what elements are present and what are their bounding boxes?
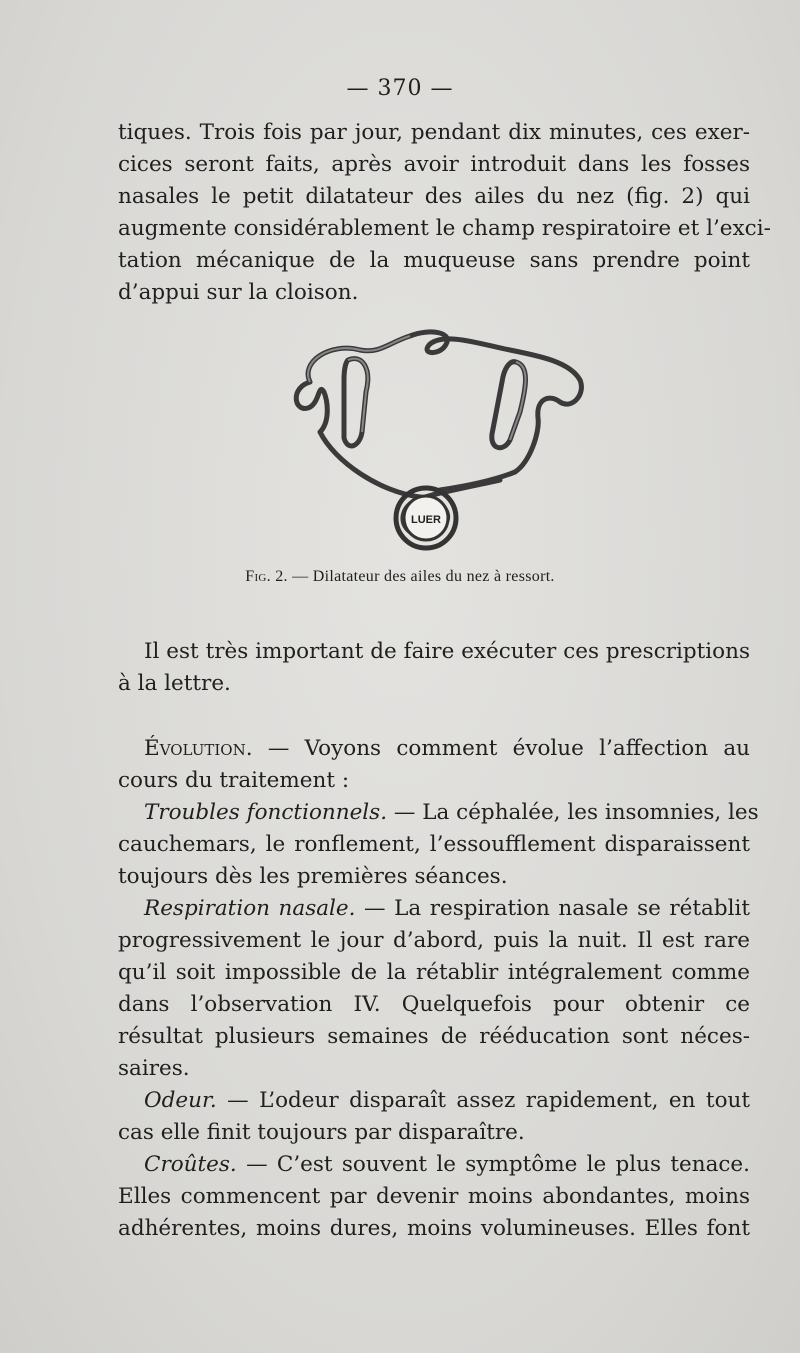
text-line: qu’il soit impossible de la rétablir intégralement comme: [118, 960, 750, 985]
text-line: cas elle finit toujours par disparaître.: [118, 1120, 525, 1145]
text-line: [118, 1149, 750, 1181]
text-line: nasales le petit dilatateur des ailes du nez (fig. 2) qui: [118, 184, 750, 209]
text-line: toujours dès les premières séances.: [118, 864, 508, 889]
text-run: — La céphalée, les insomnies, les: [387, 800, 759, 825]
paragraph-prescription: [118, 117, 771, 309]
nasal-dilator-illustration: [280, 322, 590, 557]
text-line: Il est très important de faire exécuter ces prescriptions: [144, 639, 750, 664]
subheading-croutes: Croûtes.: [144, 1152, 237, 1177]
maker-stamp-text: LUER: [411, 514, 441, 526]
text-line: saires.: [118, 1056, 190, 1081]
text-line: adhérentes, moins dures, moins volumineuses. Elles font: [118, 1216, 750, 1241]
text-line: cauchemars, le ronflement, l’essoufflement disparaissent: [118, 832, 750, 857]
text-line: tiques. Trois fois par jour, pendant dix minutes, ces exer-: [118, 120, 750, 145]
paragraph-important: [118, 636, 750, 700]
text-run: — Voyons comment évolue l’affection au: [252, 736, 750, 761]
text-line: [118, 893, 750, 925]
text-line: d’appui sur la cloison.: [118, 280, 359, 305]
text-line: résultat plusieurs semaines de rééducation sont néces-: [118, 1024, 750, 1049]
text-line: cices seront faits, après avoir introduit dans les fosses: [118, 152, 750, 177]
text-line: [118, 733, 750, 765]
subheading-odeur: Odeur.: [144, 1088, 217, 1113]
section-heading: Évolution.: [144, 736, 253, 761]
text-line: [118, 797, 759, 829]
text-line: tation mécanique de la muqueuse sans prendre point: [118, 248, 750, 273]
text-line: à la lettre.: [118, 671, 231, 696]
figure-caption: [0, 568, 800, 586]
subheading-respiration: Respiration nasale.: [144, 896, 356, 921]
text-line: cours du traitement :: [118, 768, 350, 793]
page-number: — 370 —: [346, 76, 454, 101]
figure-nasal-dilator: [280, 322, 590, 557]
text-line: dans l’observation IV. Quelquefois pour obtenir ce: [118, 992, 750, 1017]
caption-text: — Dilatateur des ailes du nez à ressort.: [287, 568, 555, 585]
caption-label: Fig. 2.: [245, 568, 288, 585]
text-line: progressivement le jour d’abord, puis la nuit. Il est rare: [118, 928, 750, 953]
subheading-troubles: Troubles fonctionnels.: [144, 800, 388, 825]
text-line: Elles commencent par devenir moins abondantes, moins: [118, 1184, 750, 1209]
text-run: — La respiration nasale se rétablit: [355, 896, 750, 921]
text-line: [118, 1085, 750, 1117]
text-run: — C’est souvent le symptôme le plus tenace.: [236, 1152, 750, 1177]
section-evolution: [118, 733, 759, 1245]
text-run: — L’odeur disparaît assez rapidement, en tout: [216, 1088, 750, 1113]
text-line: augmente considérablement le champ respiratoire et l’exci-: [118, 216, 771, 241]
